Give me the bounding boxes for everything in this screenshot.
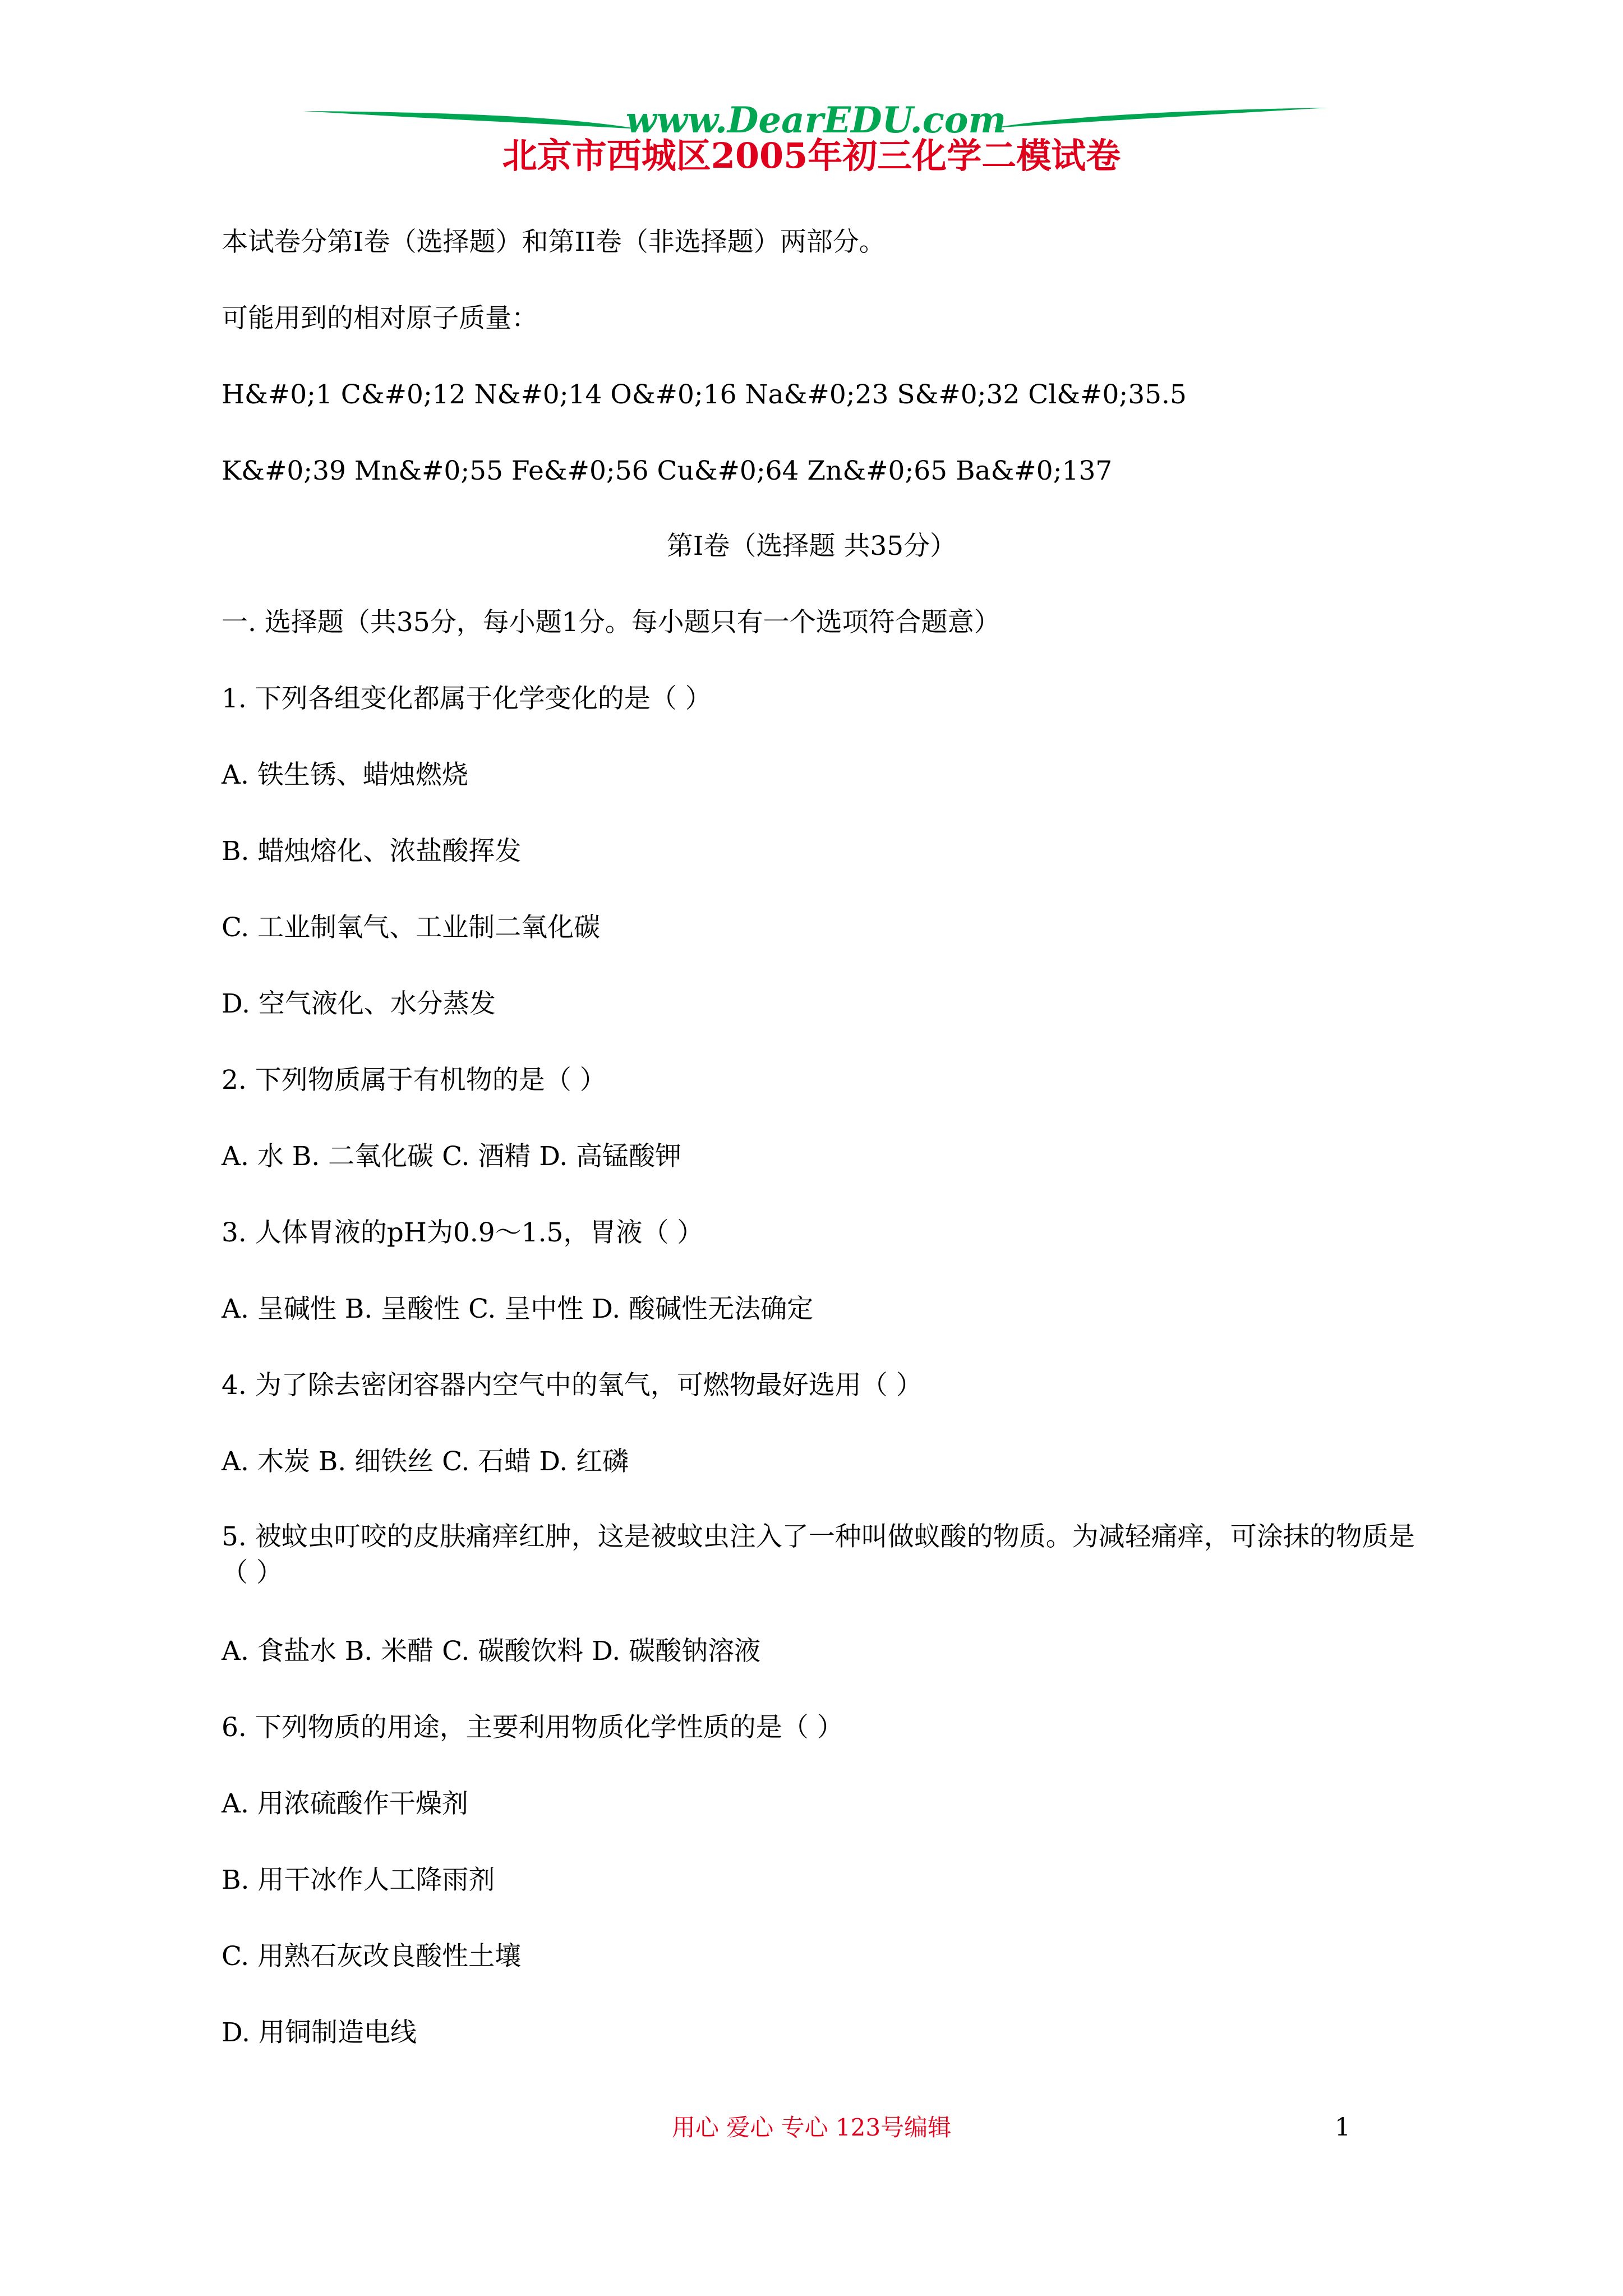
question-6-option-d: D. 用铜制造电线: [222, 2017, 417, 2048]
section-instruction: 一. 选择题（共35分，每小题1分。每小题只有一个选项符合题意）: [222, 607, 1000, 638]
page-title: 北京市西城区2005年初三化学二模试卷: [502, 135, 1121, 176]
atomic-masses-line-2: K&#0;39 Mn&#0;55 Fe&#0;56 Cu&#0;64 Zn&#0;65 Ba&#0;137: [222, 455, 1113, 486]
question-4-options: A. 木炭 B. 细铁丝 C. 石蜡 D. 红磷: [222, 1446, 629, 1477]
question-5-options: A. 食盐水 B. 米醋 C. 碳酸饮料 D. 碳酸钠溶液: [222, 1636, 761, 1667]
section-heading: 第I卷（选择题 共35分）: [666, 531, 957, 562]
page-number: 1: [1335, 2113, 1350, 2142]
question-6: 6. 下列物质的用途，主要利用物质化学性质的是（ ）: [222, 1712, 843, 1743]
logo-text: www.DearEDU.com: [625, 99, 1007, 141]
question-1-option-b: B. 蜡烛熔化、浓盐酸挥发: [222, 836, 522, 867]
question-1-option-c: C. 工业制氧气、工业制二氧化碳: [222, 912, 601, 943]
intro-line: 本试卷分第I卷（选择题）和第II卷（非选择题）两部分。: [222, 227, 886, 257]
question-2: 2. 下列物质属于有机物的是（ ）: [222, 1065, 606, 1096]
atomic-mass-heading: 可能用到的相对原子质量：: [222, 303, 538, 334]
footer-slogan: 用心 爱心 专心 123号编辑: [671, 2114, 952, 2141]
question-3: 3. 人体胃液的pH为0.9～1.5，胃液（ ）: [222, 1217, 704, 1248]
question-4: 4. 为了除去密闭容器内空气中的氧气，可燃物最好选用（ ）: [222, 1370, 923, 1401]
question-6-option-b: B. 用干冰作人工降雨剂: [222, 1865, 495, 1895]
question-2-options: A. 水 B. 二氧化碳 C. 酒精 D. 高锰酸钾: [222, 1141, 682, 1172]
question-1-option-a: A. 铁生锈、蜡烛燃烧: [222, 760, 468, 790]
question-5: 5. 被蚊虫叮咬的皮肤痛痒红肿，这是被蚊虫注入了一种叫做蚁酸的物质。为减轻痛痒，可涂抹的物质是（ ）: [222, 1521, 1415, 1588]
question-6-option-c: C. 用熟石灰改良酸性土壤: [222, 1941, 522, 1972]
question-3-options: A. 呈碱性 B. 呈酸性 C. 呈中性 D. 酸碱性无法确定: [222, 1294, 814, 1324]
question-6-option-a: A. 用浓硫酸作干燥剂: [222, 1788, 468, 1819]
atomic-masses-line-1: H&#0;1 C&#0;12 N&#0;14 O&#0;16 Na&#0;23 S&#0;32 Cl&#0;35.5: [222, 379, 1187, 410]
question-1-option-d: D. 空气液化、水分蒸发: [222, 988, 496, 1019]
question-1: 1. 下列各组变化都属于化学变化的是（ ）: [222, 683, 712, 714]
